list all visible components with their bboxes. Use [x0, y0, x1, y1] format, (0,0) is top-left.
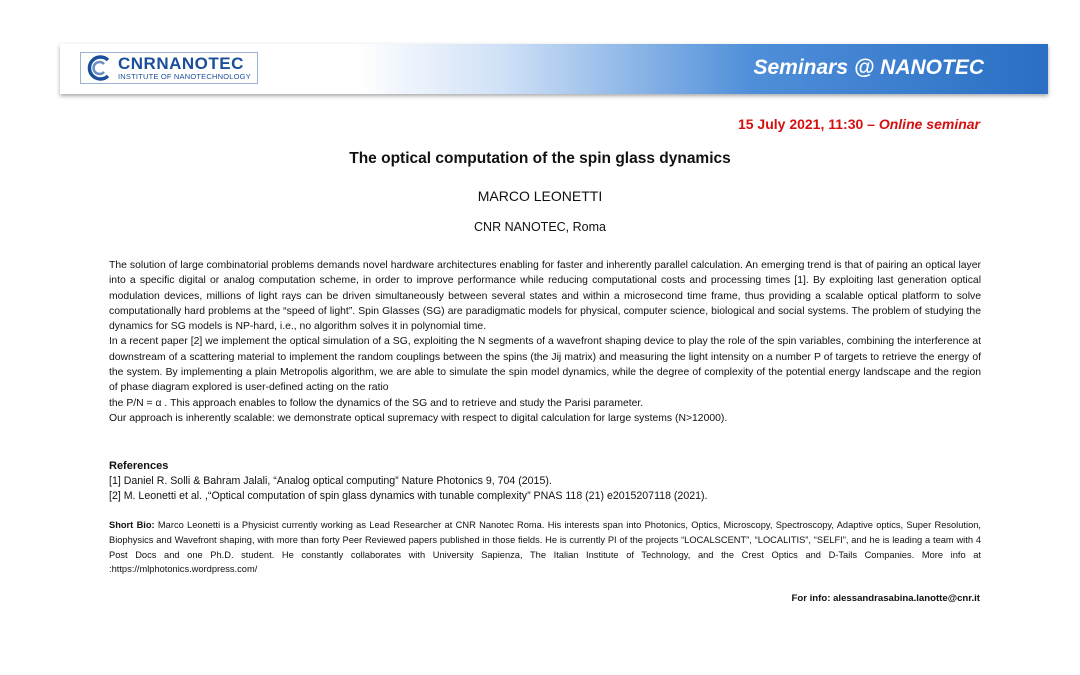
- abstract-paragraph: the P/N = α . This approach enables to follow the dynamics of the SG and to retrieve and study the Parisi parameter.: [109, 397, 644, 409]
- speaker-name: MARCO LEONETTI: [477, 188, 603, 204]
- bio-label: Short Bio:: [109, 520, 155, 530]
- bio-text: Marco Leonetti is a Physicist currently working as Lead Researcher at CNR Nanotec Roma. His interests span into Photonics, Optics, Microscopy, Spectroscopy, Adaptive optics, Super Resolution, Biophysics and Wavefront shaping, with more than forty Peer Reviewed papers published in those fields. He is currently PI of the projects “LOCALSCENT”, “LOCALITIS”, “SELFI”, and he is leading a team with 4 Post Docs and one Ph.D. student. He constantly collaborates with University Sapienza, The Italian Institute of Technology, and the Crest Optics and D-Tails Companies. More info at :https://mlphotonics.wordpress.com/: [109, 520, 981, 575]
- abstract-paragraph: The solution of large combinatorial problems demands novel hardware architectures enabling for faster and inherently parallel calculation. An emerging trend is that of pairing an optical layer into a specific digital or analog computation scheme, in order to improve performance while reducing computational costs and processing times [1]. By exploiting last generation optical modulation devices, millions of light rays can be driven simultaneously between several states and within a microsecond time frame, thus providing a scalable optical platform to solve computationally hard problems at the “speed of light”. Spin Glasses (SG) are paradigmatic models for physical, computer science, biological and social systems. The problem of studying the dynamics for SG models is NP-hard, i.e., no algorithm solves it in polynomial time.: [109, 260, 981, 333]
- event-date-time: 15 July 2021, 11:30 –: [737, 116, 879, 132]
- reference-item: [1] Daniel R. Solli & Bahram Jalali, “Analog optical computing” Nature Photonics 9, 704 (2015).: [109, 475, 552, 487]
- cnr-logo-icon: [84, 54, 114, 82]
- abstract-paragraph: In a recent paper [2] we implement the optical simulation of a SG, exploiting the N segments of a wavefront shaping device to play the role of the spin variables, combining the interference at downstream of a scattering material to implement the random couplings between the spins (the Jij matrix) and measuring the light intensity on a number P of targets to retrieve the energy of the system. By implementing a plain Metropolis algorithm, we are able to simulate the spin model dynamics, while the degree of complexity of the potential energy landscape and the region of phase diagram explored is user-defined acting on the ratio: [109, 336, 981, 394]
- event-format: Online seminar: [878, 116, 980, 132]
- references-heading: References: [109, 460, 169, 472]
- logo-subtitle: INSTITUTE OF NANOTECHNOLOGY: [118, 72, 251, 82]
- references-list: [109, 474, 707, 505]
- reference-item: [2] M. Leonetti et al. ,“Optical computation of spin glass dynamics with tunable complexity” PNAS 118 (21) e2015207118 (2021).: [109, 490, 708, 503]
- seminar-title: The optical computation of the spin glass dynamics: [349, 150, 731, 167]
- banner-title: Seminars @ NANOTEC: [753, 56, 984, 79]
- speaker-affiliation: CNR NANOTEC, Roma: [474, 220, 606, 234]
- abstract-paragraph: Our approach is inherently scalable: we demonstrate optical supremacy with respect to digital calculation for large systems (N>12000).: [109, 412, 728, 424]
- contact-info: For info: alessandrasabina.lanotte@cnr.it: [791, 593, 980, 604]
- logo-nanotec-text: NANOTEC: [156, 54, 244, 74]
- abstract: [109, 258, 981, 426]
- header-banner: [60, 44, 1048, 94]
- short-bio: [109, 518, 981, 577]
- event-date: [738, 116, 980, 132]
- logo-cnr-text: CNR: [118, 54, 157, 74]
- cnr-nanotec-logo: [80, 52, 258, 84]
